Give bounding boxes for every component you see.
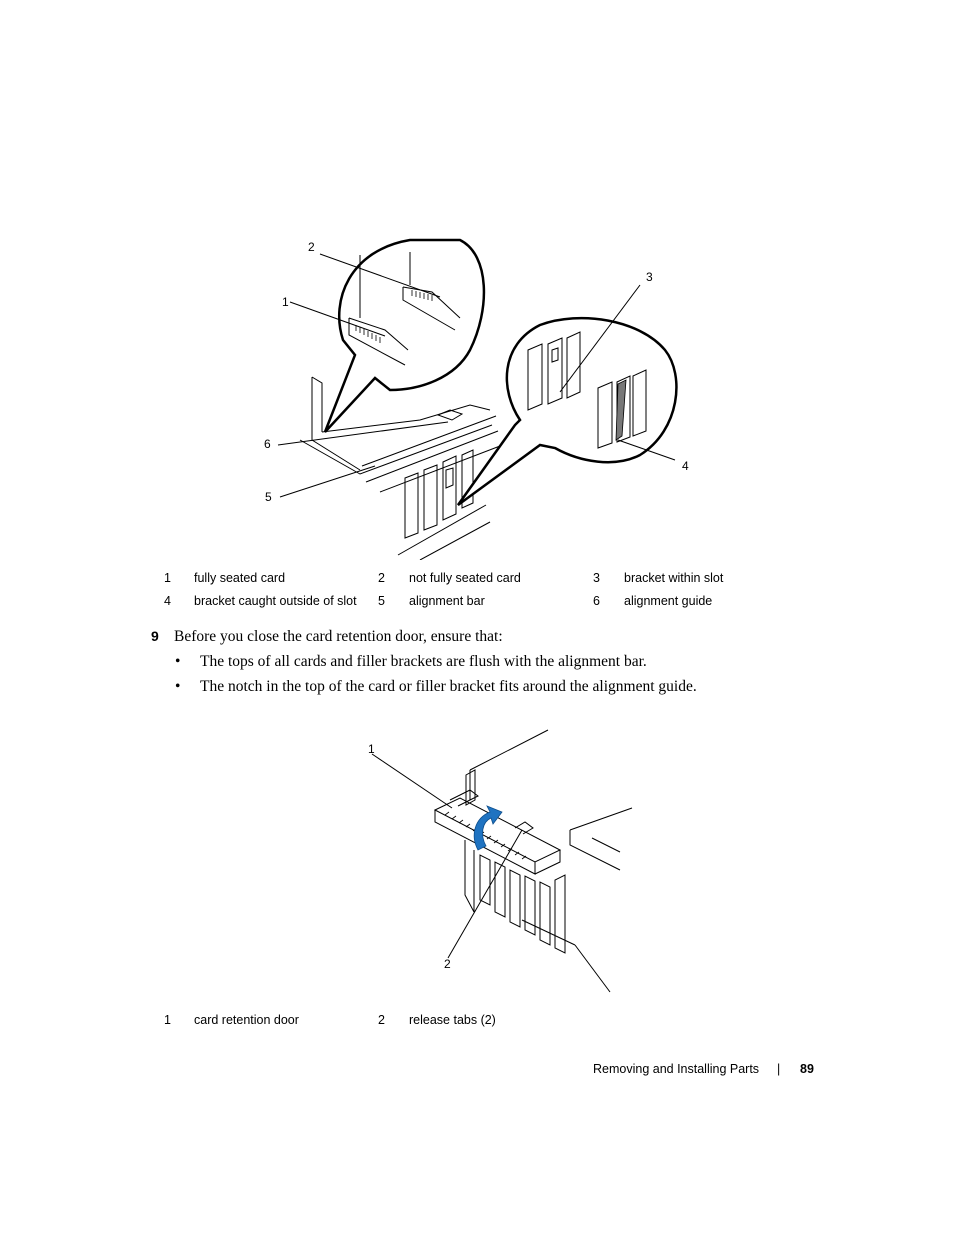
legend-text: bracket caught outside of slot xyxy=(194,594,357,608)
callout-2: 2 xyxy=(308,240,315,254)
legend-text: card retention door xyxy=(194,1013,299,1027)
callout-1: 1 xyxy=(368,742,375,756)
figure-card-retention-door xyxy=(0,720,954,1010)
callout-2: 2 xyxy=(444,957,451,971)
legend-text: not fully seated card xyxy=(409,571,521,585)
legend-text: fully seated card xyxy=(194,571,286,585)
legend-num: 2 xyxy=(378,1013,385,1027)
callout-3: 3 xyxy=(646,270,653,284)
rotate-arrow-icon xyxy=(474,806,502,850)
legend-num: 2 xyxy=(378,571,385,585)
legend-num: 1 xyxy=(164,1013,171,1027)
callout-6: 6 xyxy=(264,437,271,451)
figure-card-alignment xyxy=(0,0,954,560)
legend-num: 6 xyxy=(593,594,600,608)
bullet-marker: • xyxy=(175,653,181,670)
callout-4: 4 xyxy=(682,459,689,473)
step-text: Before you close the card retention door, ensure that: xyxy=(174,628,503,645)
callout-5: 5 xyxy=(265,490,272,504)
bullet-text: The tops of all cards and filler brackets are flush with the alignment bar. xyxy=(200,653,647,670)
legend-text: bracket within slot xyxy=(624,571,724,585)
callout-1: 1 xyxy=(282,295,289,309)
bullet-marker: • xyxy=(175,678,181,695)
legend-text: alignment guide xyxy=(624,594,713,608)
legend-num: 5 xyxy=(378,594,385,608)
page-number: 89 xyxy=(800,1062,814,1076)
legend-num: 1 xyxy=(164,571,171,585)
legend-num: 4 xyxy=(164,594,171,608)
footer-section: Removing and Installing Parts xyxy=(593,1062,760,1076)
footer-separator: | xyxy=(777,1062,781,1076)
legend-num: 3 xyxy=(593,571,600,585)
legend-text: alignment bar xyxy=(409,594,485,608)
step-number: 9 xyxy=(151,628,159,644)
bullet-text: The notch in the top of the card or filler bracket fits around the alignment guide. xyxy=(200,678,697,695)
legend-text: release tabs (2) xyxy=(409,1013,496,1027)
